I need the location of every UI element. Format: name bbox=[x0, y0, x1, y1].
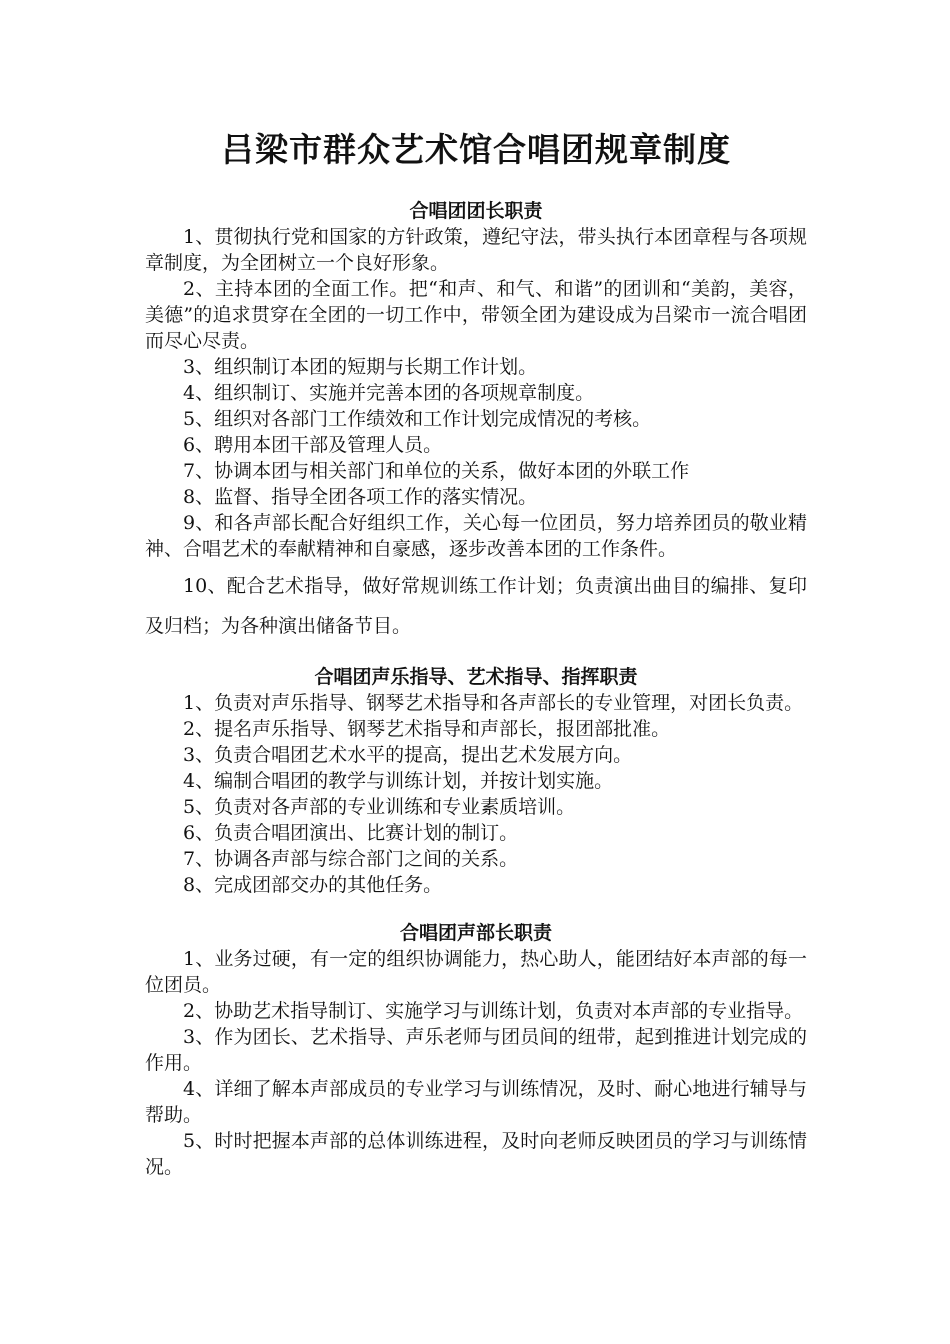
paragraph: 6、负责合唱团演出、比赛计划的制订。 bbox=[183, 822, 519, 844]
document-title: 吕梁市群众艺术馆合唱团规章制度 bbox=[221, 130, 731, 169]
section-heading: 合唱团声乐指导、艺术指导、指挥职责 bbox=[314, 666, 638, 688]
paragraph: 1、业务过硬，有一定的组织协调能力，热心助人，能团结好本声部的每一位团员。 bbox=[145, 948, 807, 996]
paragraph: 8、完成团部交办的其他任务。 bbox=[183, 874, 443, 896]
paragraph: 6、聘用本团干部及管理人员。 bbox=[183, 434, 443, 456]
paragraph: 7、协调各声部与综合部门之间的关系。 bbox=[183, 848, 519, 870]
paragraph: 8、监督、指导全团各项工作的落实情况。 bbox=[183, 486, 538, 508]
paragraph: 3、作为团长、艺术指导、声乐老师与团员间的纽带，起到推进计划完成的作用。 bbox=[145, 1026, 807, 1074]
paragraph: 2、主持本团的全面工作。把“和声、和气、和谐”的团训和“美韵，美容，美德”的追求贯穿在全团的一切工作中，带领全团为建设成为吕梁市一流合唱团而尽心尽责。 bbox=[145, 278, 807, 352]
paragraph: 2、提名声乐指导、钢琴艺术指导和声部长，报团部批准。 bbox=[183, 718, 671, 740]
paragraph: 4、详细了解本声部成员的专业学习与训练情况，及时、耐心地进行辅导与帮助。 bbox=[145, 1078, 807, 1126]
section-voice-leader-duties bbox=[145, 920, 807, 1180]
paragraph: 2、协助艺术指导制订、实施学习与训练计划，负责对本声部的专业指导。 bbox=[183, 1000, 804, 1022]
paragraph: 4、组织制订、实施并完善本团的各项规章制度。 bbox=[183, 382, 595, 404]
paragraph: 9、和各声部长配合好组织工作，关心每一位团员，努力培养团员的敬业精神、合唱艺术的奉献精神和自豪感，逐步改善本团的工作条件。 bbox=[145, 512, 807, 560]
paragraph: 5、负责对各声部的专业训练和专业素质培训。 bbox=[183, 796, 576, 818]
paragraph: 10、配合艺术指导，做好常规训练工作计划；负责演出曲目的编排、复印及归档；为各种演出储备节目。 bbox=[145, 575, 807, 637]
section-heading: 合唱团团长职责 bbox=[409, 200, 543, 222]
paragraph: 3、负责合唱团艺术水平的提高，提出艺术发展方向。 bbox=[183, 744, 633, 766]
paragraph: 1、贯彻执行党和国家的方针政策，遵纪守法，带头执行本团章程与各项规章制度，为全团树立一个良好形象。 bbox=[145, 226, 807, 274]
paragraph: 1、负责对声乐指导、钢琴艺术指导和各声部长的专业管理，对团长负责。 bbox=[183, 692, 804, 714]
section-heading: 合唱团声部长职责 bbox=[399, 922, 552, 944]
paragraph: 7、协调本团与相关部门和单位的关系，做好本团的外联工作 bbox=[183, 460, 690, 482]
paragraph: 3、组织制订本团的短期与长期工作计划。 bbox=[183, 356, 538, 378]
section-artistic-director-duties bbox=[145, 664, 807, 898]
paragraph: 4、编制合唱团的教学与训练计划，并按计划实施。 bbox=[183, 770, 614, 792]
section-leader-duties bbox=[145, 198, 807, 646]
paragraph: 5、时时把握本声部的总体训练进程，及时向老师反映团员的学习与训练情况。 bbox=[145, 1130, 807, 1178]
paragraph: 5、组织对各部门工作绩效和工作计划完成情况的考核。 bbox=[183, 408, 652, 430]
document-page bbox=[145, 128, 807, 1202]
